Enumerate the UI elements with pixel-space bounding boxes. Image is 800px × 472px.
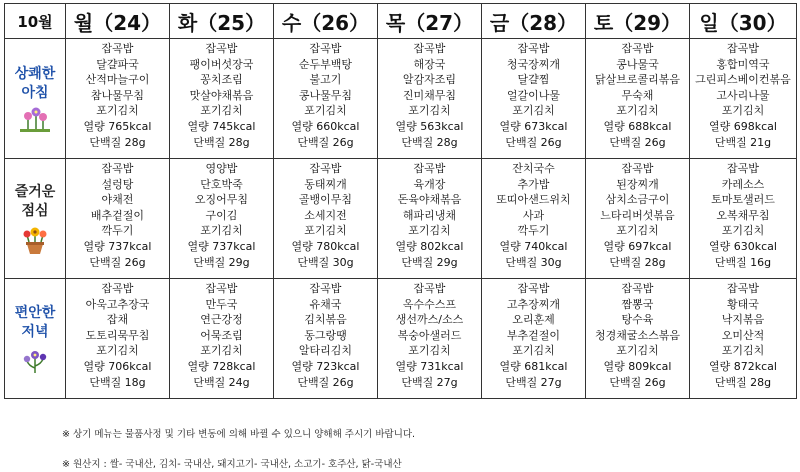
menu-item: 도토리묵무침 — [85, 328, 150, 342]
menu-item: 잡곡밥 — [413, 162, 446, 175]
menu-item: 알감자조림 — [402, 73, 457, 87]
day-header-thu: 목（27） — [378, 4, 482, 39]
lunch-label-line1: 즐거운 — [14, 183, 56, 200]
menu-item: 포기김치 — [512, 104, 555, 118]
protein-value: 단백질 24g — [193, 375, 250, 389]
protein-value: 단백질 28g — [401, 135, 458, 149]
menu-item: 오복채무침 — [716, 208, 770, 222]
menu-item: 순두부백탕 — [298, 57, 353, 71]
menu-item: 알타리김치 — [298, 344, 353, 358]
calorie-value: 열량 660kcal — [291, 119, 360, 133]
breakfast-fri — [482, 39, 586, 159]
menu-item: 잡곡밥 — [205, 42, 238, 55]
menu-item: 포기김치 — [200, 344, 243, 358]
lunch-label-cell — [5, 159, 66, 279]
menu-item: 잔치국수 — [512, 162, 555, 175]
calorie-value: 열량 697kcal — [603, 239, 672, 253]
menu-item: 포기김치 — [512, 344, 555, 358]
lunch-fri — [482, 159, 586, 279]
protein-value: 단백질 18g — [89, 375, 146, 389]
menu-item: 토마토샐러드 — [711, 193, 775, 207]
menu-item: 탕수육 — [621, 313, 654, 327]
menu-item: 잡채 — [106, 313, 129, 327]
dinner-label-cell — [5, 279, 66, 399]
protein-value: 단백질 27g — [401, 375, 458, 389]
lunch-mon — [66, 159, 170, 279]
day-header-wed: 수（26） — [274, 4, 378, 39]
menu-item: 황태국 — [727, 297, 759, 311]
calorie-value: 열량 740kcal — [499, 239, 568, 253]
menu-item: 깍두기 — [517, 224, 550, 238]
menu-item: 무숙채 — [621, 88, 654, 102]
lunch-sat — [586, 159, 690, 279]
protein-value: 단백질 30g — [297, 255, 354, 269]
calorie-value: 열량 723kcal — [291, 359, 360, 373]
menu-item: 맛살야채볶음 — [189, 88, 254, 102]
menu-item: 팽이버섯장국 — [189, 57, 254, 71]
protein-value: 단백질 26g — [505, 135, 562, 149]
menu-item: 얼갈이나물 — [506, 88, 561, 102]
protein-value: 단백질 30g — [505, 255, 562, 269]
lunch-label-line2: 점심 — [21, 202, 49, 219]
menu-item: 홍합미역국 — [716, 57, 770, 71]
menu-item: 잡곡밥 — [413, 42, 446, 55]
lunch-thu — [378, 159, 482, 279]
menu-item: 깍두기 — [101, 224, 134, 238]
menu-item: 콩나물무침 — [298, 88, 353, 102]
protein-value: 단백질 28g — [89, 135, 146, 149]
menu-item: 설렁탕 — [101, 177, 134, 191]
menu-item: 잡곡밥 — [727, 282, 759, 295]
menu-item: 고사리나물 — [716, 88, 770, 102]
dinner-row — [5, 279, 797, 399]
menu-item: 포기김치 — [721, 104, 765, 118]
menu-item: 잡곡밥 — [101, 42, 134, 55]
menu-item: 꽁치조림 — [200, 73, 243, 87]
menu-item: 영양밥 — [205, 162, 238, 175]
violet-flower-icon — [21, 346, 49, 374]
menu-item: 부추겉절이 — [506, 328, 561, 342]
menu-item: 동그랑땡 — [304, 328, 347, 342]
menu-item: 배추겉절이 — [90, 208, 145, 222]
weekly-menu-table — [4, 3, 797, 399]
dinner-tue — [170, 279, 274, 399]
day-header-sun: 일（30） — [690, 4, 797, 39]
lunch-row — [5, 159, 797, 279]
menu-item: 잡곡밥 — [309, 282, 342, 295]
dinner-wed — [274, 279, 378, 399]
menu-item: 포기김치 — [96, 344, 139, 358]
menu-item: 삼치소금구이 — [605, 193, 670, 207]
menu-item: 잡곡밥 — [621, 282, 654, 295]
breakfast-wed — [274, 39, 378, 159]
menu-item: 달걀찜 — [517, 73, 550, 87]
menu-item: 포기김치 — [408, 344, 451, 358]
day-header-sat: 토（29） — [586, 4, 690, 39]
menu-item: 김치볶음 — [304, 313, 347, 327]
menu-item: 유채국 — [309, 297, 342, 311]
dinner-sun — [690, 279, 797, 399]
menu-item: 낙지볶음 — [721, 313, 765, 327]
calorie-value: 열량 780kcal — [291, 239, 360, 253]
menu-item: 잡곡밥 — [517, 282, 550, 295]
menu-item: 청경채굴소스볶음 — [594, 328, 680, 342]
menu-item: 느타리버섯볶음 — [600, 208, 675, 222]
protein-value: 단백질 28g — [609, 255, 666, 269]
menu-item: 해파리냉채 — [402, 208, 457, 222]
menu-item: 해장국 — [413, 57, 446, 71]
calorie-value: 열량 809kcal — [603, 359, 672, 373]
menu-item: 포기김치 — [96, 104, 139, 118]
protein-value: 단백질 26g — [297, 375, 354, 389]
menu-item: 잡곡밥 — [309, 162, 342, 175]
calorie-value: 열량 737kcal — [187, 239, 256, 253]
menu-item: 산적마늘구이 — [85, 73, 150, 87]
day-header-fri: 금（28） — [482, 4, 586, 39]
breakfast-row — [5, 39, 797, 159]
menu-item: 오징어무침 — [194, 193, 249, 207]
dinner-mon — [66, 279, 170, 399]
breakfast-sun — [690, 39, 797, 159]
menu-item: 추가밥 — [517, 177, 550, 191]
menu-item: 오리훈제 — [512, 313, 555, 327]
menu-item: 청국장찌개 — [506, 57, 561, 71]
menu-item: 육개장 — [413, 177, 446, 191]
lunch-wed — [274, 159, 378, 279]
menu-item: 아욱고추장국 — [85, 297, 150, 311]
protein-value: 단백질 26g — [89, 255, 146, 269]
menu-item: 잡곡밥 — [101, 162, 134, 175]
menu-item: 포기김치 — [616, 104, 659, 118]
menu-item: 달걀파국 — [96, 57, 139, 71]
menu-item: 잡곡밥 — [101, 282, 134, 295]
menu-item: 잡곡밥 — [621, 162, 654, 175]
menu-item: 카레소스 — [721, 177, 765, 191]
protein-value: 단백질 27g — [505, 375, 562, 389]
dinner-fri — [482, 279, 586, 399]
menu-item: 잡곡밥 — [413, 282, 446, 295]
calorie-value: 열량 802kcal — [395, 239, 464, 253]
flower-pot-icon — [19, 225, 51, 255]
protein-value: 단백질 29g — [401, 255, 458, 269]
menu-item: 만두국 — [205, 297, 238, 311]
menu-item: 복숭아샐러드 — [397, 328, 462, 342]
menu-item: 짬뽕국 — [621, 297, 654, 311]
protein-value: 단백질 28g — [714, 375, 772, 389]
menu-item: 콩나물국 — [616, 57, 659, 71]
calorie-value: 열량 745kcal — [187, 119, 256, 133]
calorie-value: 열량 688kcal — [603, 119, 672, 133]
menu-item: 불고기 — [309, 73, 342, 87]
breakfast-thu — [378, 39, 482, 159]
menu-item: 포기김치 — [616, 224, 659, 238]
breakfast-label-line1: 상쾌한 — [14, 65, 56, 82]
menu-item: 포기김치 — [721, 224, 765, 238]
protein-value: 단백질 26g — [297, 135, 354, 149]
breakfast-sat — [586, 39, 690, 159]
menu-item: 생선까스/소스 — [395, 313, 464, 327]
calorie-value: 열량 737kcal — [83, 239, 152, 253]
menu-item: 사과 — [522, 208, 545, 222]
calorie-value: 열량 706kcal — [83, 359, 152, 373]
menu-item: 야채전 — [101, 193, 134, 207]
menu-item: 포기김치 — [408, 224, 451, 238]
calorie-value: 열량 681kcal — [499, 359, 568, 373]
menu-item: 포기김치 — [408, 104, 451, 118]
breakfast-label-cell — [5, 39, 66, 159]
menu-item: 포기김치 — [304, 224, 347, 238]
dinner-thu — [378, 279, 482, 399]
menu-item: 단호박죽 — [200, 177, 243, 191]
menu-item: 잡곡밥 — [309, 42, 342, 55]
menu-item: 닭살브로콜리볶음 — [594, 73, 680, 87]
protein-value: 단백질 26g — [609, 135, 666, 149]
calorie-value: 열량 731kcal — [395, 359, 464, 373]
menu-item: 동태찌개 — [304, 177, 347, 191]
menu-item: 포기김치 — [200, 104, 243, 118]
menu-item: 참나물무침 — [90, 88, 145, 102]
menu-item: 고추장찌개 — [506, 297, 561, 311]
origin-notice: ※ 원산지 : 쌀- 국내산, 김치- 국내산, 돼지고기- 국내산, 소고기- 호주산, 닭-국내산 — [62, 459, 402, 470]
dinner-sat — [586, 279, 690, 399]
flower-icon — [20, 107, 50, 133]
menu-item: 포기김치 — [721, 344, 765, 358]
protein-value: 단백질 26g — [609, 375, 666, 389]
protein-value: 단백질 16g — [714, 255, 772, 269]
menu-item: 또띠아샌드위치 — [496, 193, 571, 207]
menu-item: 잡곡밥 — [517, 42, 550, 55]
menu-item: 된장찌개 — [616, 177, 659, 191]
calorie-value: 열량 673kcal — [499, 119, 568, 133]
menu-item: 잡곡밥 — [727, 42, 759, 55]
menu-item: 구이김 — [205, 208, 238, 222]
menu-item: 포기김치 — [616, 344, 659, 358]
menu-item: 잡곡밥 — [727, 162, 759, 175]
menu-item: 그린피스베이컨볶음 — [695, 73, 791, 87]
menu-item: 포기김치 — [304, 104, 347, 118]
breakfast-label-line2: 아침 — [21, 84, 49, 101]
menu-item: 잡곡밥 — [621, 42, 654, 55]
menu-item: 소세지전 — [304, 208, 347, 222]
menu-item: 잡곡밥 — [205, 282, 238, 295]
menu-item: 오미산적 — [721, 328, 765, 342]
menu-item: 연근강정 — [200, 313, 243, 327]
calorie-value: 열량 563kcal — [395, 119, 464, 133]
breakfast-mon — [66, 39, 170, 159]
menu-item: 돈육야채볶음 — [397, 193, 462, 207]
dinner-label-line1: 편안한 — [14, 304, 56, 321]
day-header-tue: 화（25） — [170, 4, 274, 39]
calorie-value: 열량 630kcal — [709, 239, 777, 253]
calorie-value: 열량 728kcal — [187, 359, 256, 373]
lunch-tue — [170, 159, 274, 279]
menu-item: 포기김치 — [200, 224, 243, 238]
calorie-value: 열량 872kcal — [709, 359, 777, 373]
calorie-value: 열량 698kcal — [709, 119, 777, 133]
menu-change-notice: ※ 상기 메뉴는 물품사정 및 기타 변동에 의해 바뀔 수 있으니 양해해 주시기 바랍니다. — [62, 429, 416, 440]
calorie-value: 열량 765kcal — [83, 119, 152, 133]
header-row — [5, 4, 797, 39]
lunch-sun — [690, 159, 797, 279]
day-header-mon: 월（24） — [66, 4, 170, 39]
menu-item: 진미채무침 — [402, 88, 457, 102]
month-header: 10월 — [5, 4, 66, 39]
protein-value: 단백질 28g — [193, 135, 250, 149]
dinner-label-line2: 저녁 — [21, 323, 49, 340]
menu-item: 어묵조림 — [200, 328, 243, 342]
menu-item: 옥수수스프 — [402, 297, 457, 311]
breakfast-tue — [170, 39, 274, 159]
protein-value: 단백질 21g — [714, 135, 772, 149]
menu-item: 골뱅이무침 — [298, 193, 353, 207]
protein-value: 단백질 29g — [193, 255, 250, 269]
